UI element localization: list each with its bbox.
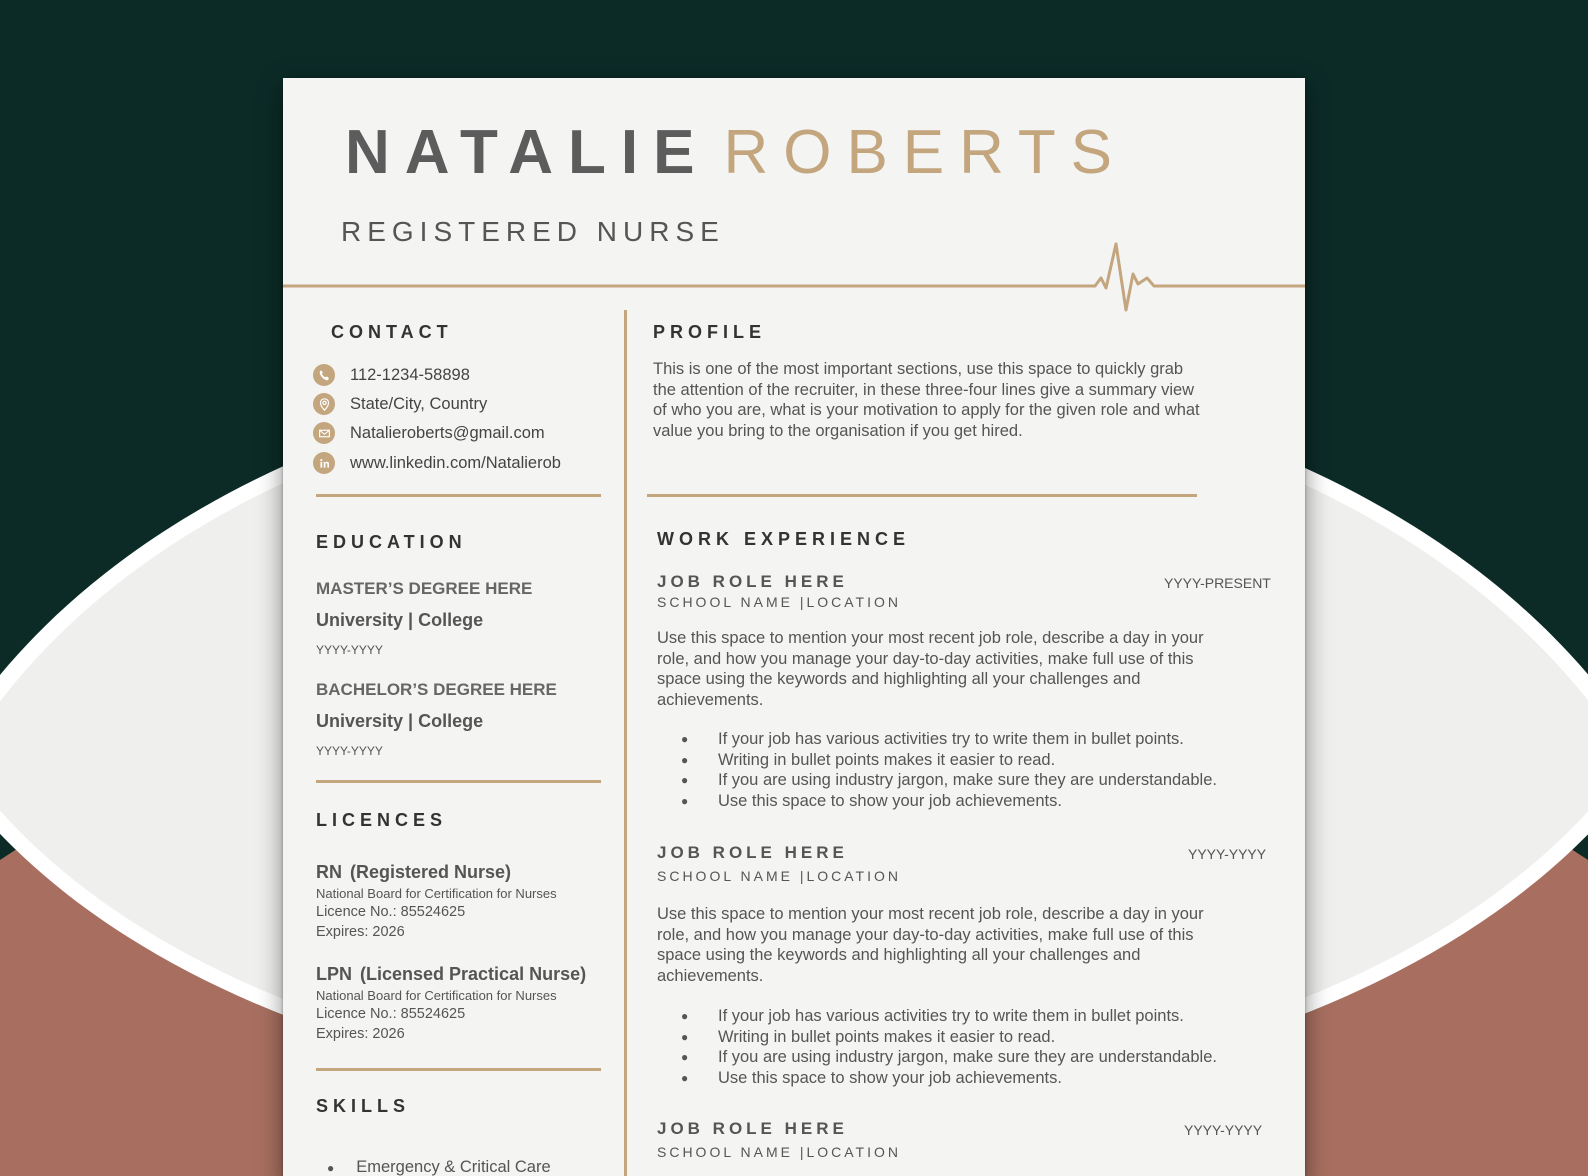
licence-code: RN xyxy=(316,862,342,882)
email-text: Natalieroberts@gmail.com xyxy=(350,423,545,442)
licence-number: Licence No.: 85524625 xyxy=(316,1006,466,1022)
job-school: SCHOOL NAME |LOCATION xyxy=(657,1144,901,1160)
job-bullets xyxy=(681,729,1217,811)
licence-board: National Board for Certification for Nurses xyxy=(316,886,557,901)
heartbeat-divider xyxy=(283,236,1305,316)
contact-divider xyxy=(316,494,601,497)
job-dates: YYYY-YYYY xyxy=(1184,1122,1263,1138)
licence-expiry: Expires: 2026 xyxy=(316,1026,405,1042)
location-pin-icon xyxy=(313,393,335,415)
degree-years: YYYY-YYYY xyxy=(316,744,383,758)
job-school: SCHOOL NAME |LOCATION xyxy=(657,868,901,884)
candidate-name xyxy=(345,118,1127,188)
licence-board: National Board for Certification for Nurses xyxy=(316,988,557,1003)
job-description: Use this space to mention your most recent job role, describe a day in your role, and how you manage your day-to-day activities, make full use of this space using the keywords and highlighting all your challenges and achievements. xyxy=(657,905,1204,985)
column-divider xyxy=(624,310,627,1176)
licence-expiry: Expires: 2026 xyxy=(316,924,405,940)
bullet-item: ● If your job has various activities try to write them in bullet points. xyxy=(681,729,1217,750)
licence-title xyxy=(316,862,511,883)
degree-years: YYYY-YYYY xyxy=(316,643,383,657)
bullet-item: ● Use this space to show your job achievements. xyxy=(681,1068,1217,1089)
contact-phone xyxy=(313,364,470,386)
job-title: REGISTERED NURSE xyxy=(341,216,725,247)
job-role: JOB ROLE HERE xyxy=(657,572,848,591)
licence-name: (Licensed Practical Nurse) xyxy=(360,964,587,984)
licences-divider xyxy=(316,1068,601,1071)
job-role: JOB ROLE HERE xyxy=(657,843,848,862)
location-text: State/City, Country xyxy=(350,394,488,413)
education-heading: EDUCATION xyxy=(316,532,467,552)
bullet-item: ● Writing in bullet points makes it easier to read. xyxy=(681,750,1217,771)
job-school: SCHOOL NAME |LOCATION xyxy=(657,594,901,610)
degree-title: BACHELOR’S DEGREE HERE xyxy=(316,680,557,699)
email-icon xyxy=(313,422,335,444)
job-dates: YYYY-YYYY xyxy=(1188,846,1267,862)
bullet-item: ● If you are using industry jargon, make sure they are understandable. xyxy=(681,770,1217,791)
job-role: JOB ROLE HERE xyxy=(657,1119,848,1138)
contact-location xyxy=(313,393,487,415)
degree-school: University | College xyxy=(316,711,484,731)
skill-item: ● Emergency & Critical Care xyxy=(327,1158,551,1176)
job-dates: YYYY-PRESENT xyxy=(1164,575,1271,591)
degree-school: University | College xyxy=(316,610,484,630)
licence-number: Licence No.: 85524625 xyxy=(316,904,466,920)
contact-heading: CONTACT xyxy=(331,322,453,342)
profile-heading: PROFILE xyxy=(653,322,767,342)
bullet-item: ● Writing in bullet points makes it easier to read. xyxy=(681,1027,1217,1048)
skills-heading: SKILLS xyxy=(316,1096,411,1116)
phone-icon xyxy=(313,364,335,386)
contact-email xyxy=(313,422,545,444)
bullet-item: ● If you are using industry jargon, make sure they are understandable. xyxy=(681,1047,1217,1068)
resume-page xyxy=(283,78,1305,1176)
job-description: Use this space to mention your most recent job role, describe a day in your role, and how you manage your day-to-day activities, make full use of this space using the keywords and highlighting all your challenges and achievements. xyxy=(657,629,1204,709)
degree-title: MASTER’S DEGREE HERE xyxy=(316,579,533,598)
education-divider xyxy=(316,780,601,783)
licence-name: (Registered Nurse) xyxy=(350,862,512,882)
job-bullets xyxy=(681,1006,1217,1088)
bullet-item: ● Use this space to show your job achievements. xyxy=(681,791,1217,812)
profile-summary: This is one of the most important sections, use this space to quickly grab the attention of the recruiter, in these three-four lines give a summary view of who you are, what is your motivation to apply for the given role and what value you bring to the organisation if you get hired. xyxy=(653,360,1200,440)
first-name: NATALIE xyxy=(345,118,710,187)
contact-linkedin xyxy=(313,452,561,474)
bullet-item: ● If your job has various activities try to write them in bullet points. xyxy=(681,1006,1217,1027)
linkedin-text: www.linkedin.com/Natalierob xyxy=(350,453,561,472)
linkedin-icon xyxy=(313,452,335,474)
work-experience-heading: WORK EXPERIENCE xyxy=(657,529,911,549)
phone-text: 112-1234-58898 xyxy=(350,365,470,384)
licences-heading: LICENCES xyxy=(316,810,448,830)
licence-title xyxy=(316,964,586,985)
licence-code: LPN xyxy=(316,964,352,984)
last-name: ROBERTS xyxy=(723,118,1128,187)
profile-divider xyxy=(647,494,1197,497)
